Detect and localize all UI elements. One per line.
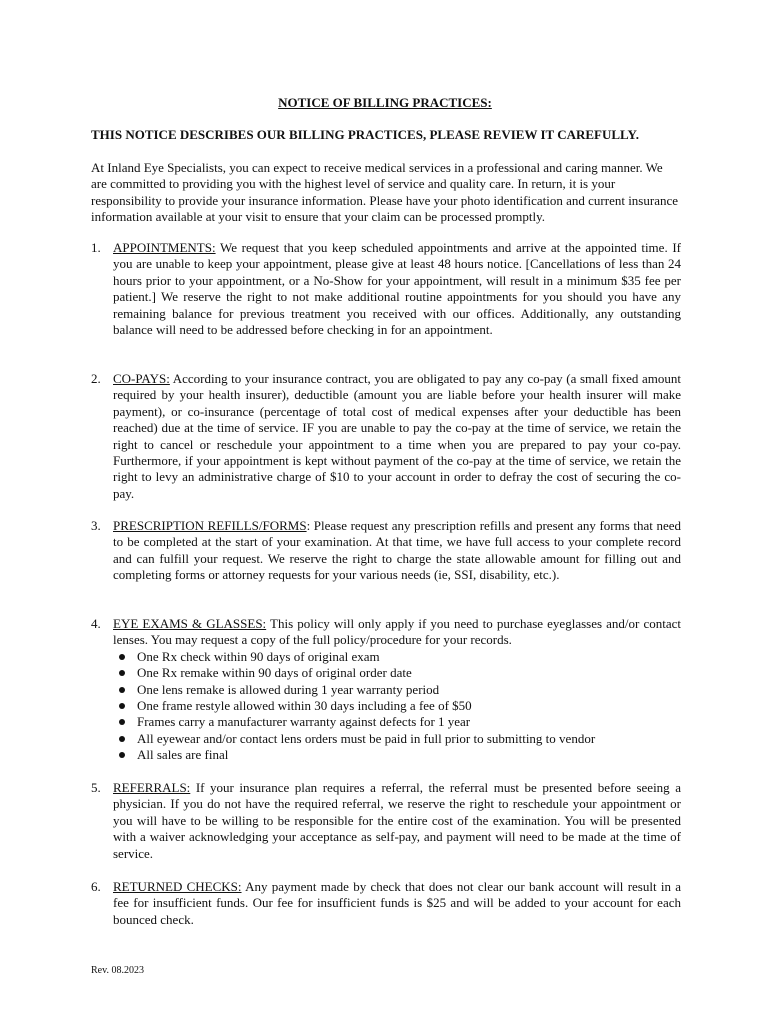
section-number: 5.: [91, 780, 101, 795]
bullet-icon: [119, 687, 125, 693]
section-heading: EYE EXAMS & GLASSES:: [113, 616, 267, 631]
section-heading: CO-PAYS:: [113, 371, 170, 386]
section-number: 2.: [91, 371, 101, 386]
section-text: : Please request any prescription refills and present any forms that need to be completed at the start of your examination. At that time, we have full access to your complete record and can fulfill your request. We reserve the right to charge the state allowable amount for filling out and completing forms or attorney requests for your various needs (ie, SSI, disability, etc.).: [113, 518, 681, 583]
section-number: 3.: [91, 518, 101, 533]
section-returned-checks: [91, 879, 681, 928]
bullet-icon: [119, 719, 125, 725]
section-text: According to your insurance contract, you are obligated to pay any co-pay (a small fixed amount required by your health insurer), deductible (amount you are liable before your health insurer will make payment), or co-insurance (percentage of total cost of medical expenses after your deductible has been reached) due at the time of service. IF you are unable to pay the co-pay at the time of service, we retain the right to cancel or reschedule your appointment to a time when you are prepared to pay your co-pay. Furthermore, if your appointment is kept without payment of the co-pay at the time of service, we retain the right to levy an administrative charge of $10 to your account in order to defray the cost of securing the co-pay.: [113, 371, 681, 501]
bullet-icon: [119, 752, 125, 758]
section-prescription-refills: [91, 518, 681, 584]
section-eye-exams: [91, 616, 681, 764]
list-item: One Rx remake within 90 days of original order date: [115, 665, 681, 681]
section-body: [113, 240, 681, 338]
section-text: We request that you keep scheduled appointments and arrive at the appointed time. If you are unable to keep your appointment, please give at least 48 hours notice. [Cancellations of less than 24 hours prior to your appointment, or a No-Show for your appointment, will result in a minimum $35 fee per patient.] We reserve the right to not make additional routine appointments for you should you have any remaining balance for previous treatment you received with our offices. Additionally, any outstanding balance will need to be addressed before checking in for an appointment.: [113, 240, 681, 338]
bullet-icon: [119, 736, 125, 742]
section-number: 6.: [91, 879, 101, 894]
document-title: NOTICE OF BILLING PRACTICES:: [278, 95, 492, 110]
section-co-pays: [91, 371, 681, 502]
section-text: If your insurance plan requires a referral, the referral must be presented before seeing a physician. If you do not have the required referral, we reserve the right to reschedule your appointment or you will have to be willing to be responsible for the entire cost of the examination. You will be presented with a waiver acknowledging your acceptance as self-pay, and payment will need to be made at the time of service.: [113, 780, 681, 861]
list-item: One frame restyle allowed within 30 days including a fee of $50: [115, 698, 681, 714]
section-text: Any payment made by check that does not clear our bank account will result in a fee for insufficient funds. Our fee for insufficient funds is $25 and will be added to your account for each bounced check.: [113, 879, 682, 927]
section-referrals: [91, 780, 681, 862]
section-body: [113, 616, 681, 764]
document-subtitle: THIS NOTICE DESCRIBES OUR BILLING PRACTICES, PLEASE REVIEW IT CAREFULLY.: [91, 127, 639, 142]
bullet-icon: [119, 654, 125, 660]
section-heading: REFERRALS:: [113, 780, 191, 795]
section-body: [113, 518, 681, 584]
section-number: 4.: [91, 616, 101, 631]
section-heading: APPOINTMENTS:: [113, 240, 216, 255]
list-item: One lens remake is allowed during 1 year warranty period: [115, 682, 681, 698]
section-body: [113, 879, 681, 928]
revision-footer: Rev. 08.2023: [91, 965, 144, 976]
section-text: This policy will only apply if you need to purchase eyeglasses and/or contact lenses. You may request a copy of the full policy/procedure for your records.: [113, 616, 681, 648]
section-body: [113, 780, 681, 862]
bullet-icon: [119, 670, 125, 676]
section-number: 1.: [91, 240, 101, 255]
section-heading: PRESCRIPTION REFILLS/FORMS: [113, 518, 307, 533]
bullet-icon: [119, 703, 125, 709]
intro-paragraph: At Inland Eye Specialists, you can expect to receive medical services in a professional and caring manner. We are committed to providing you with the highest level of service and quality care. In return, it is your responsibility to provide your insurance information. Please have your photo identification and current insurance information available at your visit to ensure that your claim can be processed promptly.: [91, 160, 679, 225]
section-appointments: [91, 240, 681, 338]
list-item: All sales are final: [115, 747, 681, 763]
eyewear-policy-list: [115, 649, 681, 764]
list-item: All eyewear and/or contact lens orders must be paid in full prior to submitting to vendor: [115, 731, 681, 747]
list-item: Frames carry a manufacturer warranty against defects for 1 year: [115, 714, 681, 730]
section-heading: RETURNED CHECKS:: [113, 879, 242, 894]
list-item: One Rx check within 90 days of original exam: [115, 649, 681, 665]
section-body: [113, 371, 681, 502]
